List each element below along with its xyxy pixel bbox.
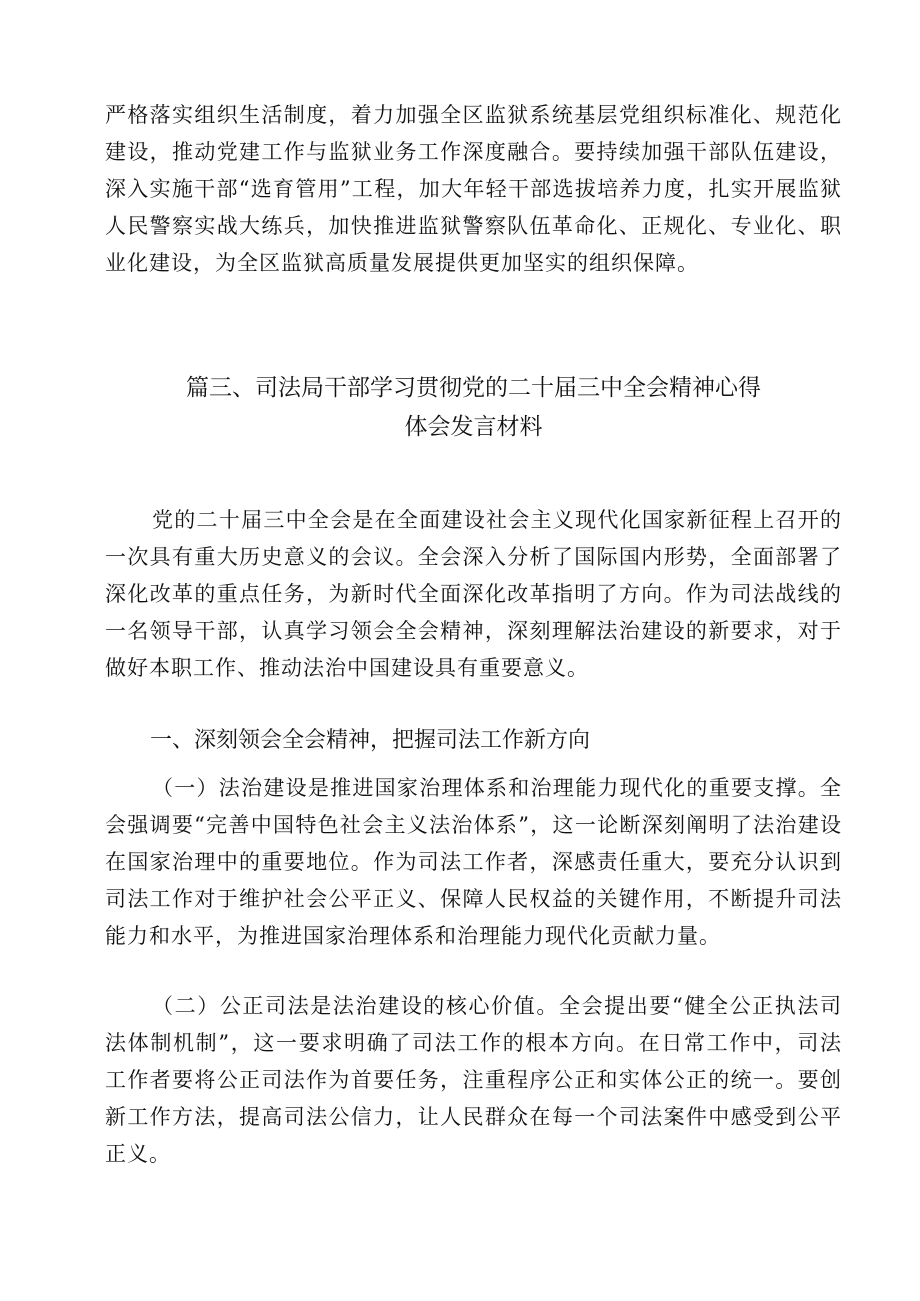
subsection-paragraph-2: （二）公正司法是法治建设的核心价值。全会提出要“健全公正执法司法体制机制”，这一要求明确了司法工作的根本方向。在日常工作中，司法工作者要将公正司法作为首要任务，注重程序公正和实体公正的统一。要创新工作方法，提高司法公信力，让人民群众在每一个司法案件中感受到公平正义。	[105, 994, 842, 1166]
article-title-line-1: 篇三、司法局干部学习贯彻党的二十届三中全会精神心得	[186, 375, 761, 401]
article-title	[105, 369, 842, 447]
section-heading-1: 一、深刻领会全会精神，把握司法工作新方向	[150, 728, 591, 753]
article-title-line-2: 体会发言材料	[404, 414, 543, 440]
subsection-paragraph-1: （一）法治建设是推进国家治理体系和治理能力现代化的重要支撑。全会强调要“完善中国特色社会主义法治体系”，这一论断深刻阐明了法治建设在国家治理中的重要地位。作为司法工作者，深感责任重大，要充分认识到司法工作对于维护社会公平正义、保障人民权益的关键作用，不断提升司法能力和水平，为推进国家治理体系和治理能力现代化贡献力量。	[105, 776, 842, 948]
continued-paragraph: 严格落实组织生活制度，着力加强全区监狱系统基层党组织标准化、规范化建设，推动党建工作与监狱业务工作深度融合。要持续加强干部队伍建设，深入实施干部“选育管用”工程，加大年轻干部选拔培养力度，扎实开展监狱人民警察实战大练兵，加快推进监狱警察队伍革命化、正规化、专业化、职业化建设，为全区监狱高质量发展提供更加坚实的组织保障。	[105, 103, 842, 275]
intro-paragraph: 党的二十届三中全会是在全面建设社会主义现代化国家新征程上召开的一次具有重大历史意义的会议。全会深入分析了国际国内形势，全面部署了深化改革的重点任务，为新时代全面深化改革指明了方向。作为司法战线的一名领导干部，认真学习领会全会精神，深刻理解法治建设的新要求，对于做好本职工作、推动法治中国建设具有重要意义。	[105, 508, 842, 680]
